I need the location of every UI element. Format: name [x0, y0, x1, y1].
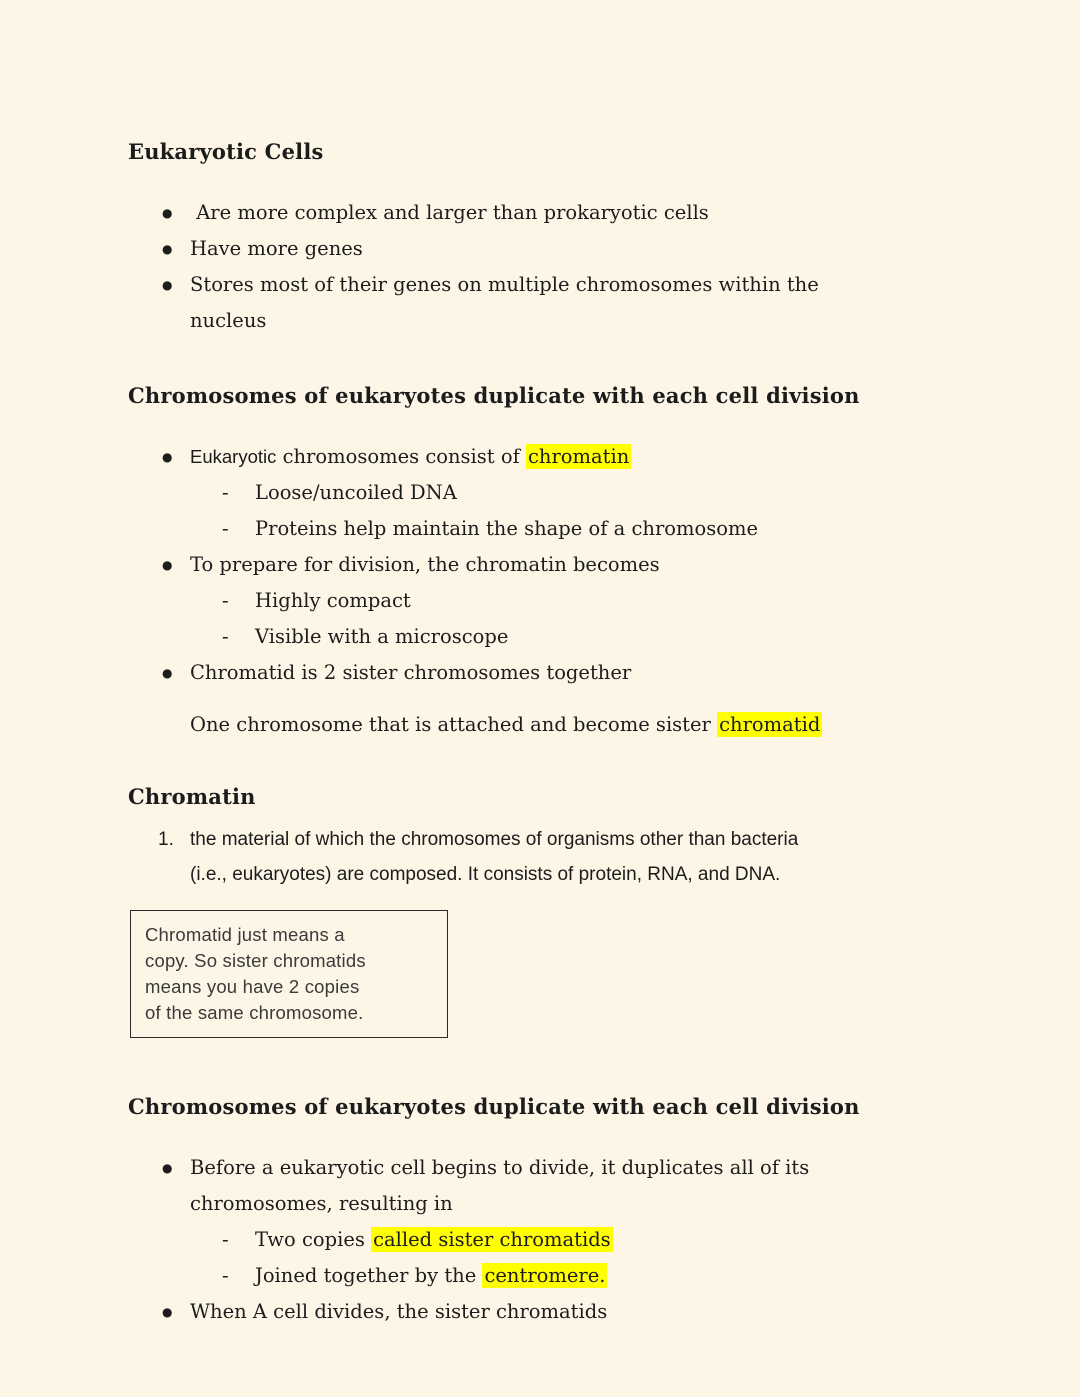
- numbered-item: [158, 822, 960, 892]
- sub-bullet-text: [255, 1222, 613, 1258]
- bullet-text: Stores most of their genes on multiple chromosomes within the nucleus: [190, 273, 819, 332]
- bullet-item: [128, 547, 960, 583]
- dash-icon: -: [222, 481, 229, 504]
- sub-text-pre: Joined together by the: [255, 1264, 483, 1287]
- bullet-icon: ●: [162, 558, 173, 572]
- section-chromosome-duplication-1: [128, 383, 960, 740]
- note-box-line: Chromatid just means a: [145, 924, 345, 945]
- dash-icon: -: [222, 1228, 229, 1251]
- dash-icon: -: [222, 625, 229, 648]
- bullet-icon: ●: [162, 278, 173, 292]
- highlighted-term-chromatin: chromatin: [528, 445, 630, 468]
- bullet-item: [128, 439, 960, 475]
- bullet-icon: ●: [162, 1161, 173, 1175]
- heading-chromatin: Chromatin: [128, 784, 256, 809]
- bullet-line-2: chromosomes, resulting in: [190, 1192, 453, 1215]
- sub-bullet-text: [255, 1258, 607, 1294]
- sub-bullet-item: [128, 475, 960, 511]
- bullet-text: [190, 439, 631, 475]
- dash-icon: -: [222, 1264, 229, 1287]
- bullet-item: [128, 195, 960, 231]
- section-chromosome-duplication-2: [128, 1094, 960, 1330]
- bullet-text-lead: Eukaryotic: [190, 446, 277, 467]
- numbered-item-number: 1.: [158, 829, 174, 850]
- sub-bullet-item: [128, 511, 960, 547]
- bullet-text-rest: chromosomes consist of: [276, 445, 526, 468]
- heading-chromosome-duplication-1: Chromosomes of eukaryotes duplicate with each cell division: [128, 383, 860, 408]
- sub-bullet-item: [128, 1258, 960, 1294]
- bullet-text: Chromatid is 2 sister chromosomes together: [190, 661, 632, 684]
- bullet-text: [190, 1150, 809, 1222]
- section-eukaryotic-cells: [128, 139, 960, 339]
- bullet-icon: ●: [162, 666, 173, 680]
- bullet-item: [128, 267, 960, 339]
- bullet-text: To prepare for division, the chromatin becomes: [190, 553, 660, 576]
- section-chromatin-definition: [128, 784, 960, 1038]
- highlighted-term-sister-chromatids: called sister chromatids: [373, 1228, 611, 1251]
- sub-bullet-text: Loose/uncoiled DNA: [255, 481, 457, 504]
- sub-bullet-text: Proteins help maintain the shape of a chromosome: [255, 517, 759, 540]
- bullet-text: When A cell divides, the sister chromatids: [190, 1300, 608, 1323]
- note-box-chromatid-copy: [130, 910, 448, 1038]
- dash-icon: -: [222, 517, 229, 540]
- bullet-item: [128, 655, 960, 691]
- sub-bullet-text: Visible with a microscope: [255, 625, 509, 648]
- bullet-text: Have more genes: [190, 237, 363, 260]
- bullet-icon: ●: [162, 206, 173, 220]
- sub-bullet-text: Highly compact: [255, 589, 411, 612]
- definition-line-1: the material of which the chromosomes of organisms other than bacteria: [190, 829, 799, 850]
- note-box-line: of the same chromosome.: [145, 1002, 364, 1023]
- sub-bullet-item: [128, 583, 960, 619]
- definition-line-2: (i.e., eukaryotes) are composed. It consists of protein, RNA, and DNA.: [190, 864, 781, 885]
- sub-bullet-item: [128, 619, 960, 655]
- bullet-icon: ●: [162, 450, 173, 464]
- bullet-text: Are more complex and larger than prokaryotic cells: [190, 201, 709, 224]
- bullet-item: [128, 1150, 960, 1222]
- bullet-item: [128, 231, 960, 267]
- bullet-icon: ●: [162, 1305, 173, 1319]
- bullet-item: [128, 1294, 960, 1330]
- note-box-line: means you have 2 copies: [145, 976, 360, 997]
- bullet-line-1: Before a eukaryotic cell begins to divide, it duplicates all of its: [190, 1156, 810, 1179]
- highlighted-term-chromatid: chromatid: [719, 713, 821, 736]
- highlighted-term-centromere: centromere.: [484, 1264, 606, 1287]
- sub-text-pre: Two copies: [255, 1228, 372, 1251]
- heading-eukaryotic-cells: Eukaryotic Cells: [128, 139, 324, 164]
- dash-icon: -: [222, 589, 229, 612]
- note-box-line: copy. So sister chromatids: [145, 950, 366, 971]
- sub-bullet-item: [128, 1222, 960, 1258]
- bullet-icon: ●: [162, 242, 173, 256]
- paragraph-text: One chromosome that is attached and become sister: [190, 713, 718, 736]
- paragraph-sister-chromatid: [190, 710, 960, 740]
- heading-chromosome-duplication-2: Chromosomes of eukaryotes duplicate with each cell division: [128, 1094, 860, 1119]
- numbered-item-text: [190, 822, 798, 892]
